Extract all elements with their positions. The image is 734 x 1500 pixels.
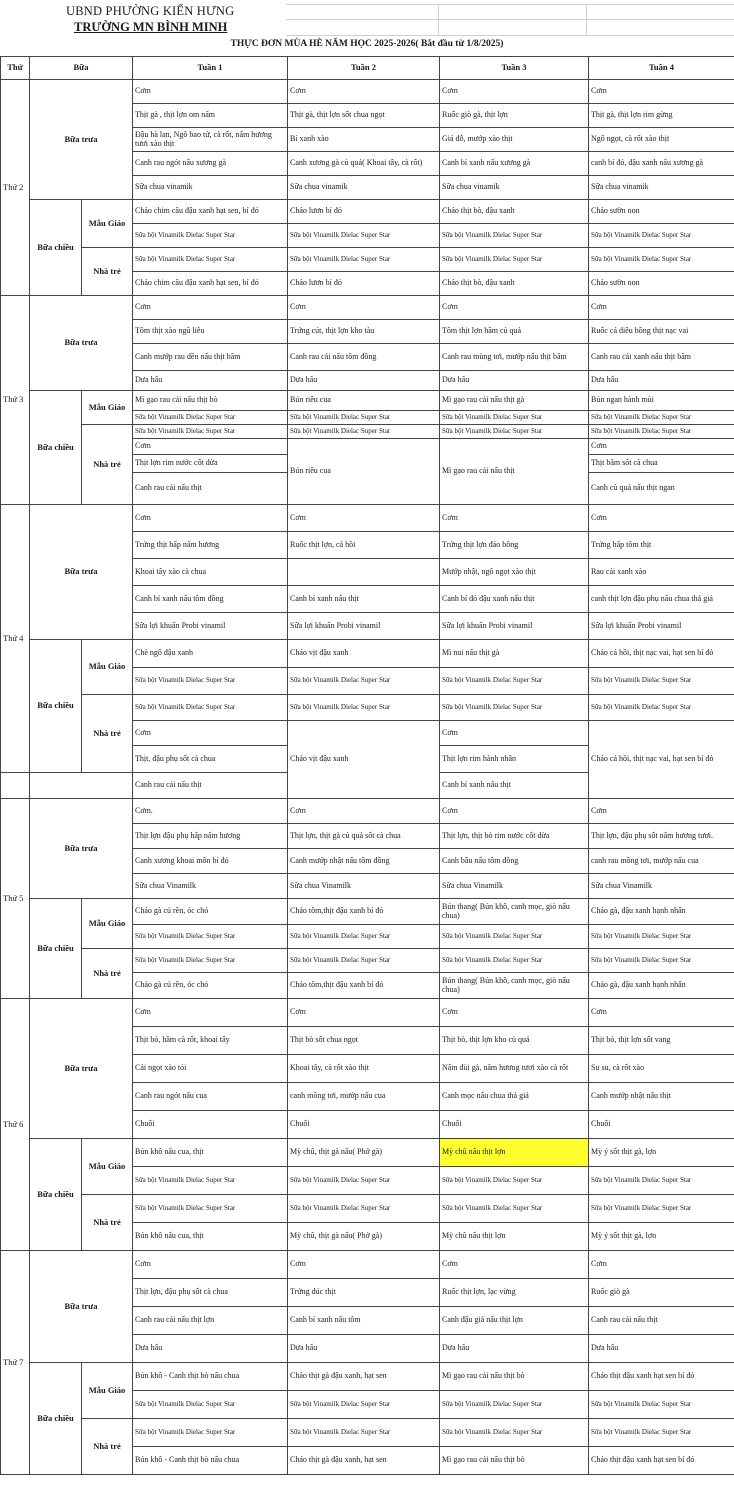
menu-cell: Cháo thịt bò, đậu xanh [440,200,589,224]
menu-cell: Ruốc thịt lợn, lạc vừng [440,1279,589,1307]
menu-cell: Cháo thịt gà đậu xanh, hạt sen [288,1363,440,1391]
menu-cell: Canh rau cải nấu thịt [133,773,288,799]
group-label: Nhà trẻ [82,695,133,773]
menu-cell: Chuối [589,1111,734,1139]
menu-cell: Canh rau cải nấu thịt [589,1307,734,1335]
col-day: Thứ [1,57,30,80]
menu-cell: Sữa bột Vinamilk Dielac Super Star [440,425,589,439]
menu-cell: Canh mọc nấu chua thả giá [440,1083,589,1111]
school-name: TRƯỜNG MN BÌNH MINH [74,20,228,34]
menu-cell: Sữa bột Vinamilk Dielac Super Star [288,925,440,949]
menu-cell: Sữa bột Vinamilk Dielac Super Star [133,668,288,695]
menu-cell: Cơm [589,1251,734,1279]
menu-cell: canh rau mồng tơi, mướp nấu cua [589,849,734,874]
menu-cell: Sữa bột Vinamilk Dielac Super Star [288,1391,440,1419]
meal-label: Bữa chiều [30,899,82,999]
table-row [1,296,734,320]
menu-cell: Canh rau mùng tơi, mướp nấu thịt băm [440,344,589,371]
menu-cell: Cơm [288,80,440,104]
menu-cell: Ruốc giò gà [589,1279,734,1307]
menu-cell: Dưa hấu [133,1335,288,1363]
menu-cell: Cơm [440,296,589,320]
menu-cell: Sữa bột Vinamilk Dielac Super Star [133,1419,288,1447]
menu-cell: Mỳ ý sốt thịt gà, lợn [589,1139,734,1167]
day-label: Thứ 7 [1,1251,30,1475]
menu-cell: Cháo vịt đậu xanh [288,721,440,799]
menu-cell: Trứng thịt lợn đảo bông [440,532,589,559]
table-row [1,640,734,668]
day-label: Thứ 5 [1,799,30,999]
menu-cell: Chè ngô đậu xanh [133,640,288,668]
menu-cell: Dưa hấu [288,371,440,391]
menu-cell: Canh đậu giá nấu thịt lợn [440,1307,589,1335]
table-row [1,391,734,411]
menu-cell: Canh bí xanh nấu xương gà [440,152,589,176]
menu-cell: Cháo gà, đậu xanh hạnh nhân [589,899,734,925]
menu-cell: Cháo cá hồi, thịt nạc vai, hạt sen bí đỏ [589,721,734,799]
menu-cell: Cơm [440,80,589,104]
menu-cell: Thịt lợn, thịt gà củ quả sốt cà chua [288,824,440,849]
table-row [1,1251,734,1279]
table-row [1,695,734,721]
menu-cell: Cháo cá hồi, thịt nạc vai, hạt sen bí đỏ [589,640,734,668]
menu-cell: Thịt gà, thịt lợn rim gừng [589,104,734,128]
menu-cell: Cơm [133,721,288,746]
menu-cell: Cơm [288,799,440,824]
menu-cell: Thịt bò, thịt lợn kho củ quả [440,1027,589,1055]
menu-cell: Sữa bột Vinamilk Dielac Super Star [589,695,734,721]
group-label: Mẫu Giáo [82,899,133,949]
menu-cell: Ruốc thịt lợn, cá hồi [288,532,440,559]
menu-cell: Bún khô nấu cua, thịt [133,1223,288,1251]
menu-cell: Cơm [589,505,734,532]
menu-cell: Thịt gà , thịt lợn om nấm [133,104,288,128]
menu-cell: Canh mướp nhật nấu thịt [589,1083,734,1111]
menu-cell: Cháo gà củ rền, óc chó [133,899,288,925]
menu-cell: canh thịt lợn đậu phụ nấu chua thả giá [589,586,734,613]
menu-cell: Sữa chua Vinamilk [288,874,440,899]
menu-cell: Sữa bột Vinamilk Dielac Super Star [288,949,440,973]
menu-cell: Cháo tôm,thịt đậu xanh bí đỏ [288,973,440,999]
menu-cell: Sữa bột Vinamilk Dielac Super Star [133,1167,288,1195]
menu-cell: Sữa bột Vinamilk Dielac Super Star [589,1419,734,1447]
menu-cell: Dưa hấu [440,1335,589,1363]
menu-cell: Tôm thịt lợn hầm củ quả [440,320,589,344]
menu-table [0,56,734,1475]
menu-cell: Cơm [133,505,288,532]
menu-cell: Mì gạo rau cải nấu thịt bò [133,391,288,411]
menu-cell: Cháo gà củ rền, óc chó [133,973,288,999]
menu-cell: Cơm [589,80,734,104]
document-header [0,0,734,54]
menu-cell: Sữa bột Vinamilk Dielac Super Star [133,949,288,973]
day-label: Thứ 2 [1,80,30,296]
menu-cell: Sữa lợi khuẩn Probi vinamil [589,613,734,640]
menu-cell: Sữa bột Vinamilk Dielac Super Star [440,224,589,248]
group-label: Nhà trẻ [82,248,133,296]
col-week-1: Tuần 1 [133,57,288,80]
menu-cell: Cơm. [133,799,288,824]
menu-cell: Cơm [589,296,734,320]
menu-cell: Mì gạo rau cải nấu thịt bò [440,1447,589,1475]
menu-cell: Mỳ chũ nấu thịt lợn [440,1223,589,1251]
group-label: Mẫu Giáo [82,391,133,425]
menu-cell: Thịt bò, hầm cà rốt, khoai tây [133,1027,288,1055]
group-label: Mẫu Giáo [82,1363,133,1419]
group-label: Mẫu Giáo [82,640,133,695]
menu-cell: Sữa bột Vinamilk Dielac Super Star [133,925,288,949]
menu-cell: Dưa hấu [440,371,589,391]
menu-cell: Cháo vịt đậu xanh [288,640,440,668]
menu-cell: Canh xương khoai môn bí đỏ [133,849,288,874]
menu-cell: Cơm [288,505,440,532]
menu-cell: Canh củ quả nấu thịt ngan [589,473,734,505]
day-label: Thứ 3 [1,296,30,505]
meal-label: Bữa chiều [30,391,82,505]
menu-cell: Sữa bột Vinamilk Dielac Super Star [288,1167,440,1195]
table-row [1,505,734,532]
menu-cell: Cơm [440,1251,589,1279]
menu-cell: Mì gạo rau cải nấu thịt gà [440,391,589,411]
menu-cell: Thịt lợn, đậu phụ sốt nấm hương tươi. [589,824,734,849]
menu-cell: Bún riêu cua [288,439,440,505]
menu-cell: Cơm [133,80,288,104]
menu-cell: Sữa bột Vinamilk Dielac Super Star [440,949,589,973]
table-row [1,248,734,272]
menu-cell: Cháo thịt đậu xanh hạt sen bí đỏ [589,1447,734,1475]
menu-cell: Bí xanh xào [288,128,440,152]
menu-cell: Thịt lợn, đậu phụ sốt cà chua [133,1279,288,1307]
menu-cell: Sữa bột Vinamilk Dielac Super Star [133,1391,288,1419]
menu-cell: Cháo chim câu đậu xanh hạt sen, bí đỏ [133,272,288,296]
group-label: Mẫu Giáo [82,200,133,248]
menu-cell: Mì gạo rau cải nấu thịt [440,439,589,505]
menu-cell: Ruốc cá diêu hồng thịt nạc vai [589,320,734,344]
menu-cell: Sữa bột Vinamilk Dielac Super Star [133,695,288,721]
table-row [1,200,734,224]
menu-cell: Giá đỗ, mướp xào thịt [440,128,589,152]
table-header-row [1,57,734,80]
menu-cell: Cơm [288,999,440,1027]
menu-cell: Sữa bột Vinamilk Dielac Super Star [589,1167,734,1195]
menu-cell: Sữa bột Vinamilk Dielac Super Star [440,1391,589,1419]
menu-cell: Sữa bột Vinamilk Dielac Super Star [589,1195,734,1223]
menu-cell: Chuối [133,1111,288,1139]
menu-cell: Sữa bột Vinamilk Dielac Super Star [440,925,589,949]
menu-cell: Nấm đùi gà, nấm hương tươi xào cà rốt [440,1055,589,1083]
table-row [1,1195,734,1223]
menu-cell: Bún thang( Bún khô, canh mọc, giò nấu chua) [440,899,589,925]
menu-cell: Cơm [440,999,589,1027]
menu-title: THỰC ĐƠN MÙA HÈ NĂM HỌC 2025-2026( Bắt đầu từ 1/8/2025) [230,39,504,49]
menu-cell: Thịt gà, thịt lợn sốt chua ngọt [288,104,440,128]
menu-cell: Canh rau cải nấu tôm đồng [288,344,440,371]
menu-cell: Bún khô nấu cua, thịt [133,1139,288,1167]
menu-cell: Sữa bột Vinamilk Dielac Super Star [440,1419,589,1447]
menu-cell: Canh rau cải xanh nấu thịt băm [589,344,734,371]
menu-cell: Sữa bột Vinamilk Dielac Super Star [288,248,440,272]
menu-cell: Cơm [589,799,734,824]
menu-cell: Sữa bột Vinamilk Dielac Super Star [589,411,734,425]
menu-cell: Sữa bột Vinamilk Dielac Super Star [440,668,589,695]
menu-cell: Sữa bột Vinamilk Dielac Super Star [133,224,288,248]
menu-cell: Cháo thịt đậu xanh hạt sen bí đỏ [589,1363,734,1391]
menu-cell [288,559,440,586]
menu-cell: Sữa bột Vinamilk Dielac Super Star [589,248,734,272]
meal-label: Bữa trưa [30,999,133,1139]
menu-cell: Sữa bột Vinamilk Dielac Super Star [288,224,440,248]
meal-label: Bữa chiều [30,1139,82,1251]
menu-cell: Cháo lươn bí đỏ [288,272,440,296]
menu-cell: Sữa bột Vinamilk Dielac Super Star [440,1195,589,1223]
menu-cell: Cháo lươn bí đỏ [288,200,440,224]
menu-cell: Sữa chua Vinamilk [133,874,288,899]
menu-cell: Cháo thịt gà đậu xanh, hạt sen [288,1447,440,1475]
menu-cell: Mướp nhật, ngô ngọt xào thịt [440,559,589,586]
menu-cell: Canh rau ngót nấu cua [133,1083,288,1111]
menu-cell: Sữa lợi khuẩn Probi vinamil [288,613,440,640]
meal-label: Bữa chiều [30,1363,82,1475]
menu-cell: Dưa hấu [288,1335,440,1363]
menu-cell: Su su, cà rốt xào [589,1055,734,1083]
group-label: Nhà trẻ [82,1419,133,1475]
menu-cell: Bún khô - Canh thịt bò nấu chua [133,1363,288,1391]
menu-cell: Mì gạo rau cải nấu thịt bò [440,1363,589,1391]
menu-cell: canh mồng tơi, mướp nấu cua [288,1083,440,1111]
day-spacer [1,773,30,799]
meal-label: Bữa trưa [30,1251,133,1363]
header-grid-lines [286,4,734,36]
menu-cell: canh bí đỏ, đậu xanh nấu xương gà [589,152,734,176]
menu-cell: Cơm [440,799,589,824]
col-week-2: Tuần 2 [288,57,440,80]
menu-cell: Sữa bột Vinamilk Dielac Super Star [288,411,440,425]
menu-cell: Ngô ngọt, cà rốt xào thịt [589,128,734,152]
menu-cell: Canh bí xanh nấu thịt [440,773,589,799]
table-row [1,1419,734,1447]
menu-cell: Thịt bò, thịt lợn sốt vang [589,1027,734,1055]
meal-label: Bữa chiều [30,640,82,773]
menu-cell: Canh bí xanh nấu thịt [288,586,440,613]
table-row [1,949,734,973]
meal-label: Bữa trưa [30,296,133,391]
menu-cell: Khoai tây, cà rốt xào thịt [288,1055,440,1083]
menu-cell: Sữa bột Vinamilk Dielac Super Star [440,248,589,272]
group-label: Nhà trẻ [82,1195,133,1251]
meal-label: Bữa trưa [30,505,133,640]
menu-cell: Chuối [440,1111,589,1139]
menu-cell: Canh bí đỏ đậu xanh nấu thịt [440,586,589,613]
table-row [1,1363,734,1391]
menu-cell: Sữa bột Vinamilk Dielac Super Star [440,411,589,425]
menu-cell: Trứng thịt hấp nấm hương [133,532,288,559]
menu-cell: Sữa bột Vinamilk Dielac Super Star [440,695,589,721]
menu-cell: Đậu hà lan, Ngô bao tử, cà rốt, nấm hương tươi xào thịt [133,128,288,152]
menu-cell: Cơm [133,296,288,320]
menu-cell: Canh mướp nhật nấu tôm đồng [288,849,440,874]
menu-cell: Dưa hấu [589,371,734,391]
menu-cell: Cơm [589,999,734,1027]
menu-cell: Canh rau cải nấu thịt [133,473,288,505]
menu-cell: Cháo tôm,thịt đậu xanh bí đỏ [288,899,440,925]
menu-cell: Sữa chua vinamik [440,176,589,200]
menu-cell: Bún ngan hành mùi [589,391,734,411]
menu-cell: Thịt bò sốt chua ngọt [288,1027,440,1055]
menu-cell: Sữa bột Vinamilk Dielac Super Star [589,224,734,248]
group-label: Nhà trẻ [82,425,133,505]
menu-cell: Dưa hấu [133,371,288,391]
menu-cell: Cơm [440,505,589,532]
menu-cell: Sữa chua Vinamilk [589,874,734,899]
menu-cell: Thịt lợn rim nước cốt dừa [133,455,288,473]
meal-label: Bữa chiều [30,200,82,296]
menu-cell: Canh bí xanh nấu tôm đồng [133,586,288,613]
menu-cell: Mỳ chũ, thịt gà nấu( Phở gà) [288,1223,440,1251]
meal-spacer [30,773,133,799]
menu-cell: Sữa bột Vinamilk Dielac Super Star [589,949,734,973]
menu-cell: Cơm [440,721,589,746]
group-label: Nhà trẻ [82,949,133,999]
menu-cell: Trứng cút, thịt lợn kho tàu [288,320,440,344]
menu-cell: Sữa bột Vinamilk Dielac Super Star [133,1195,288,1223]
highlighted-menu-cell: Mỳ chũ nấu thịt lợn [440,1139,589,1167]
menu-cell: Sữa bột Vinamilk Dielac Super Star [589,425,734,439]
menu-cell: Sữa chua Vinamilk [440,874,589,899]
menu-cell: Cải ngọt xào tỏi [133,1055,288,1083]
menu-cell: Thịt băm sốt cà chua [589,455,734,473]
menu-cell: Trứng đúc thịt [288,1279,440,1307]
col-week-3: Tuần 3 [440,57,589,80]
meal-label: Bữa trưa [30,799,133,899]
menu-cell: Canh rau ngót nấu xương gà [133,152,288,176]
menu-cell: Sữa bột Vinamilk Dielac Super Star [589,1391,734,1419]
menu-cell: Sữa bột Vinamilk Dielac Super Star [440,1167,589,1195]
group-label: Mẫu Giáo [82,1139,133,1195]
day-label: Thứ 4 [1,505,30,773]
menu-cell: Mỳ chũ, thịt gà nấu( Phở gà) [288,1139,440,1167]
menu-cell: Sữa bột Vinamilk Dielac Super Star [288,425,440,439]
menu-cell: Sữa chua vinamik [133,176,288,200]
menu-cell: Sữa bột Vinamilk Dielac Super Star [133,411,288,425]
menu-cell: Sữa lợi khuẩn Probi vinamil [133,613,288,640]
menu-cell: Rau cải xanh xào [589,559,734,586]
menu-cell: Canh bí xanh nấu tôm [288,1307,440,1335]
menu-cell: Sữa bột Vinamilk Dielac Super Star [288,695,440,721]
table-row [1,80,734,104]
menu-cell: Trứng hấp tôm thịt [589,532,734,559]
menu-cell: Mì nui nấu thịt gà [440,640,589,668]
menu-cell: Bún khô - Canh thịt bò nấu chua [133,1447,288,1475]
table-row [1,1139,734,1167]
menu-cell: Cháo sườn non [589,200,734,224]
col-week-4: Tuần 4 [589,57,734,80]
menu-cell: Cơm [133,1251,288,1279]
table-row [1,999,734,1027]
menu-cell: Sữa bột Vinamilk Dielac Super Star [589,668,734,695]
table-row [1,899,734,925]
menu-cell: Thịt lợn đậu phụ hấp nấm hương [133,824,288,849]
menu-cell: Cơm [133,999,288,1027]
menu-cell: Cháo thịt bò, đậu xanh [440,272,589,296]
menu-cell: Sữa chua vinamik [589,176,734,200]
menu-cell: Mỳ ý sốt thịt gà, lợn [589,1223,734,1251]
menu-cell: Sữa bột Vinamilk Dielac Super Star [288,668,440,695]
day-label: Thứ 6 [1,999,30,1251]
menu-cell: Khoai tây xào cà chua [133,559,288,586]
menu-cell: Canh bầu nấu tôm đồng [440,849,589,874]
table-row [1,799,734,824]
table-row [1,425,734,439]
menu-cell: Cháo sườn non [589,272,734,296]
menu-cell: Sữa lợi khuẩn Probi vinamil [440,613,589,640]
col-meal: Bữa [30,57,133,80]
menu-cell: Chuối [288,1111,440,1139]
menu-cell: Thịt lợn, thịt bò rim nước cốt dừa [440,824,589,849]
menu-cell: Cơm [288,296,440,320]
menu-cell: Dưa hấu [589,1335,734,1363]
meal-label: Bữa trưa [30,80,133,200]
menu-cell: Sữa bột Vinamilk Dielac Super Star [589,925,734,949]
menu-cell: Bún riêu cua [288,391,440,411]
menu-cell: Sữa chua vinamik [288,176,440,200]
menu-cell: Cơm [589,439,734,455]
menu-cell: Canh rau cải nấu thịt lợn [133,1307,288,1335]
menu-cell: Thịt lợn rim hành nhân [440,746,589,773]
org-name: UBND PHƯỜNG KIẾN HƯNG [66,4,235,18]
menu-cell: Bún thang( Bún khô, canh mọc, giò nấu chua) [440,973,589,999]
menu-cell: Sữa bột Vinamilk Dielac Super Star [288,1195,440,1223]
menu-cell: Cháo gà, đậu xanh hạnh nhân [589,973,734,999]
menu-cell: Canh xương gà củ quả( Khoai tây, cà rốt) [288,152,440,176]
menu-cell: Sữa bột Vinamilk Dielac Super Star [288,1419,440,1447]
menu-cell: Cơm [288,1251,440,1279]
menu-cell: Ruốc giò gà, thịt lợn [440,104,589,128]
menu-cell: Cơm [133,439,288,455]
menu-cell: Thịt, đậu phụ sốt cà chua [133,746,288,773]
menu-cell: Sữa bột Vinamilk Dielac Super Star [133,425,288,439]
menu-cell: Cháo chim câu đậu xanh hạt sen, bí đỏ [133,200,288,224]
menu-cell: Sữa bột Vinamilk Dielac Super Star [133,248,288,272]
menu-cell: Canh mướp rau dền nấu thịt băm [133,344,288,371]
menu-cell: Tôm thịt xào ngũ liễu [133,320,288,344]
